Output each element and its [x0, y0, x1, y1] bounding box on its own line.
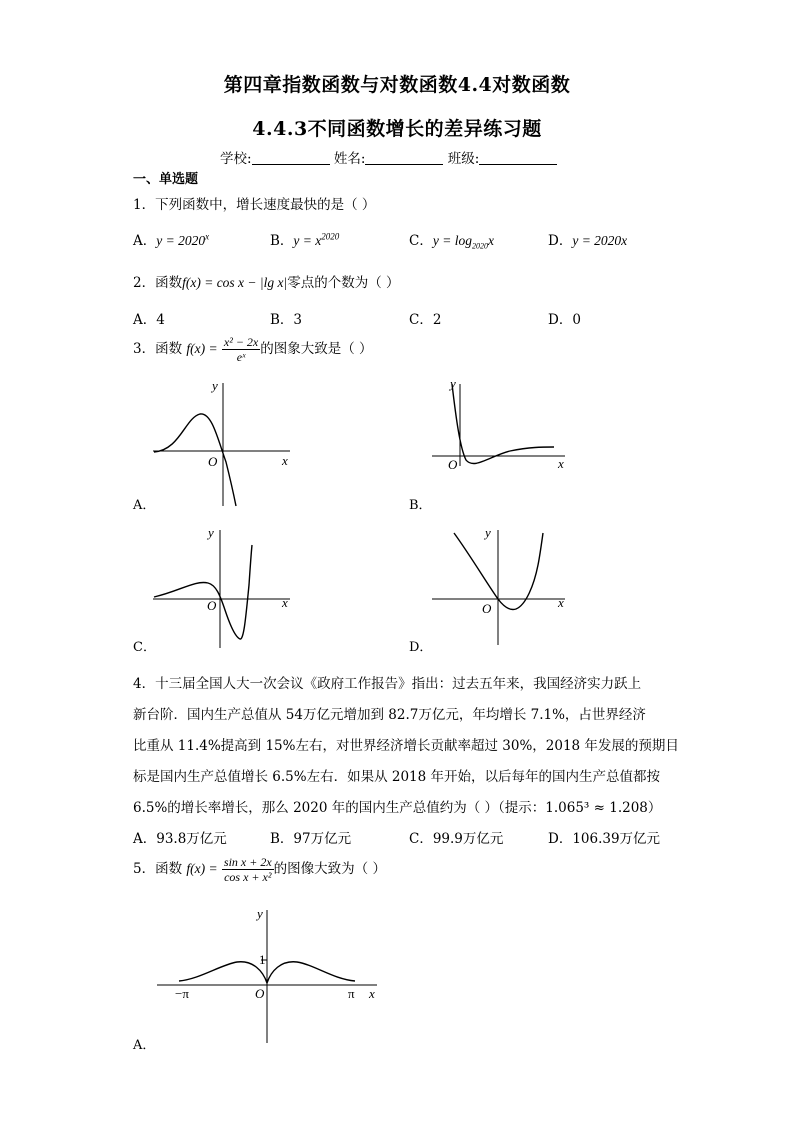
q2-option-d[interactable]: D．0	[548, 312, 581, 328]
q3-label-a[interactable]: A．	[133, 498, 156, 513]
origin-label: O	[255, 986, 265, 1001]
option-tail: x	[487, 233, 494, 248]
graph-curve	[154, 414, 236, 506]
origin-label: O	[207, 598, 217, 613]
q5-stem	[133, 855, 386, 884]
origin-label: O	[208, 454, 218, 469]
q4-line-5: 6.5%的增长率增长，那么 2020 年的国内生产总值约为（ ）（提示：1.065³ ≈ 1.208）	[133, 800, 662, 816]
option-expr: y = x	[293, 233, 322, 248]
q5-num: sin x + 2x	[223, 855, 272, 869]
y-label: y	[485, 525, 491, 540]
q3-graph-d	[430, 525, 575, 650]
q2-stem-pre: 2．函数	[133, 275, 183, 291]
q4-option-b[interactable]: B．97万亿元	[270, 831, 352, 847]
graph-curve	[452, 384, 554, 464]
y-label: y	[257, 906, 263, 921]
tick-neg-pi-label: −π	[175, 986, 189, 1001]
name-field[interactable]	[365, 150, 443, 165]
q2-expr: f(x) = cos x − |lg x|	[182, 275, 288, 290]
x-label: x	[558, 595, 564, 610]
q3-stem	[133, 335, 373, 364]
q1-option-d[interactable]	[548, 229, 627, 249]
q4-line-4: 标是国内生产总值增长 6.5%左右．如果从 2018 年开始，以后每年的国内生产总值都按	[133, 769, 661, 785]
page-subtitle: 4.4.3不同函数增长的差异练习题	[252, 118, 542, 140]
origin-label: O	[482, 601, 492, 616]
info-row	[220, 147, 557, 167]
q3-fraction	[222, 335, 260, 364]
q1-stem: 1．下列函数中，增长速度最快的是（ ）	[133, 197, 376, 213]
option-letter: B．	[270, 233, 294, 249]
q2-option-b[interactable]: B．3	[270, 312, 303, 328]
q3-label-d[interactable]: D．	[409, 640, 433, 655]
q5-label-a[interactable]: A．	[133, 1038, 156, 1053]
x-label: x	[558, 456, 564, 471]
q3-stem-post: 的图象大致是（ ）	[260, 341, 373, 357]
q1-option-c[interactable]	[409, 229, 494, 251]
q5-stem-post: 的图像大致为（ ）	[273, 861, 386, 877]
graph-curve	[154, 545, 252, 639]
school-label: 学校:	[220, 151, 252, 167]
option-letter: A．	[133, 233, 157, 249]
x-label: x	[282, 453, 288, 468]
option-letter: D．	[548, 233, 573, 249]
section-label: 一、单选题	[133, 172, 199, 187]
option-expr: y = 2020	[156, 233, 206, 248]
x-label: x	[282, 595, 288, 610]
school-field[interactable]	[252, 150, 330, 165]
q3-f: f(x) =	[186, 341, 218, 356]
q4-line-3: 比重从 11.4%提高到 15%左右，对世界经济增长贡献率超过 30%，2018 年发展的预期目	[133, 738, 679, 754]
option-expr: y = log	[432, 233, 472, 248]
q3-graph-b	[430, 376, 575, 472]
tick-one-label: 1	[259, 952, 266, 967]
option-sup: x	[205, 231, 210, 242]
q4-option-c[interactable]: C．99.9万亿元	[409, 831, 504, 847]
q2-option-a[interactable]: A．4	[133, 312, 165, 328]
q4-option-a[interactable]: A．93.8万亿元	[133, 831, 227, 847]
q2-stem-post: 零点的个数为（ ）	[287, 275, 400, 291]
q3-graph-c	[150, 525, 295, 650]
q5-den: cos x + x²	[224, 870, 272, 884]
q3-num: x² − 2x	[223, 335, 259, 349]
q3-den: eˣ	[236, 350, 246, 364]
q5-graph-a	[155, 905, 385, 1045]
name-label: 姓名:	[333, 151, 366, 167]
q3-label-b[interactable]: B．	[409, 498, 432, 513]
q1-option-a[interactable]	[133, 229, 209, 249]
y-label: y	[450, 376, 456, 391]
option-letter: C．	[409, 233, 433, 249]
q2-option-c[interactable]: C．2	[409, 312, 442, 328]
q2-stem	[133, 271, 400, 291]
q3-stem-pre: 3．函数	[133, 341, 183, 357]
q4-line-1: 4．十三届全国人大一次会议《政府工作报告》指出：过去五年来，我国经济实力跃上	[133, 676, 642, 692]
q1-option-b[interactable]	[270, 229, 339, 249]
x-label: x	[369, 986, 375, 1001]
option-sub: 2020	[471, 241, 488, 251]
q3-graph-a	[150, 378, 295, 508]
q4-option-d[interactable]: D．106.39万亿元	[548, 831, 661, 847]
q5-stem-pre: 5．函数	[133, 861, 183, 877]
tick-pi-label: π	[348, 986, 355, 1001]
origin-label: O	[448, 457, 458, 472]
q3-label-c[interactable]: C．	[133, 640, 156, 655]
q5-fraction	[222, 855, 274, 884]
page-title: 第四章指数函数与对数函数4.4对数函数	[223, 74, 571, 96]
class-field[interactable]	[479, 150, 557, 165]
option-sup: 2020	[321, 231, 340, 242]
q4-line-2: 新台阶．国内生产总值从 54万亿元增加到 82.7万亿元，年均增长 7.1%，占世界经济	[133, 707, 646, 723]
y-label: y	[212, 378, 218, 393]
class-label: 班级:	[447, 151, 480, 167]
y-label: y	[208, 525, 214, 540]
option-expr: y = 2020x	[572, 233, 628, 248]
q5-f: f(x) =	[186, 861, 218, 876]
